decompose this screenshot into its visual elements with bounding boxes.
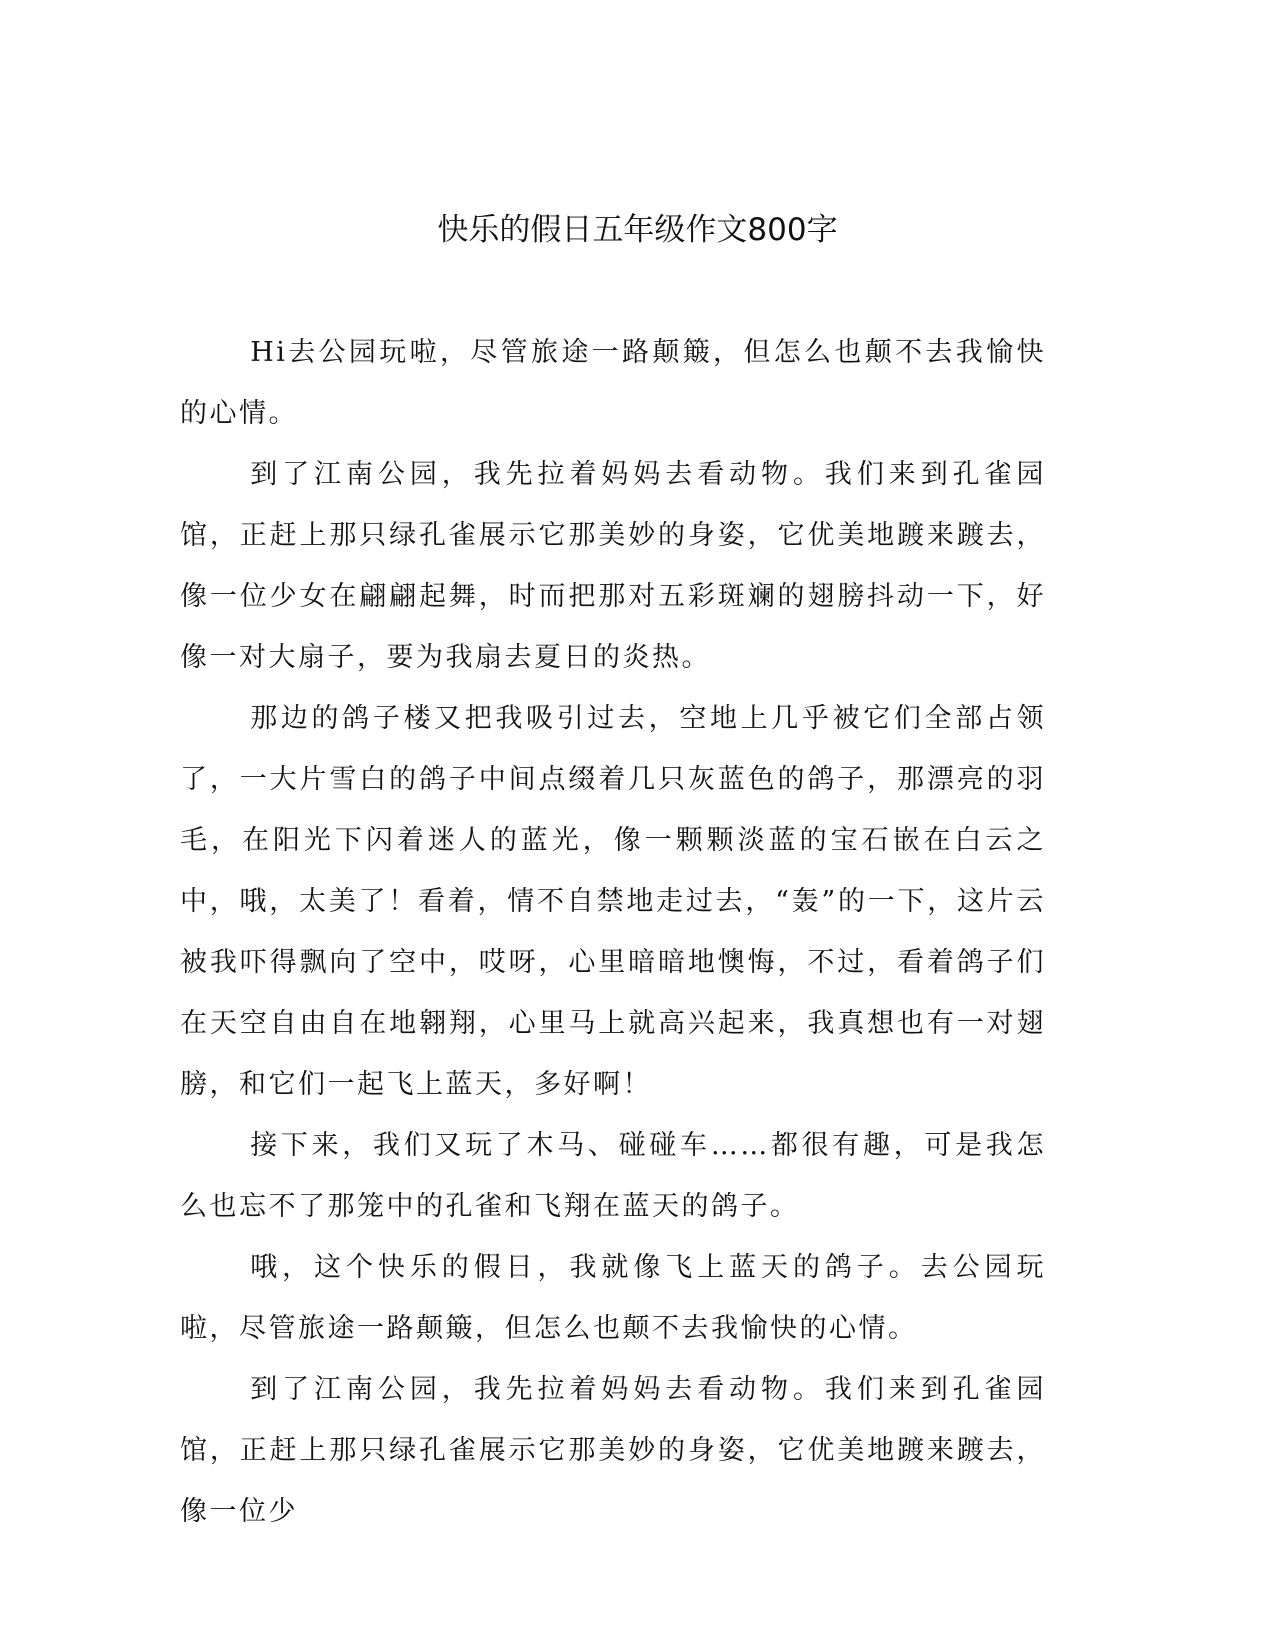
paragraph: 到了江南公园，我先拉着妈妈去看动物。我们来到孔雀园馆，正赶上那只绿孔雀展示它那美妙的身姿，它优美地踱来踱去，像一位少 [180, 1374, 1046, 1527]
paragraph: Hi去公园玩啦，尽管旅途一路颠簸，但怎么也颠不去我愉快的心情。 [180, 337, 1046, 429]
document-body [180, 322, 1046, 1542]
paragraph: 哦，这个快乐的假日，我就像飞上蓝天的鸽子。去公园玩啦，尽管旅途一路颠簸，但怎么也颠不去我愉快的心情。 [180, 1252, 1046, 1344]
paragraph: 到了江南公园，我先拉着妈妈去看动物。我们来到孔雀园馆，正赶上那只绿孔雀展示它那美妙的身姿，它优美地踱来踱去，像一位少女在翩翩起舞，时而把那对五彩斑斓的翅膀抖动一下，好像一对大扇子，要为我扇去夏日的炎热。 [180, 459, 1046, 673]
paragraph: 那边的鸽子楼又把我吸引过去，空地上几乎被它们全部占领了，一大片雪白的鸽子中间点缀着几只灰蓝色的鸽子，那漂亮的羽毛，在阳光下闪着迷人的蓝光，像一颗颗淡蓝的宝石嵌在白云之中，哦，太美了！看着，情不自禁地走过去，“轰”的一下，这片云被我吓得飘向了空中，哎呀，心里暗暗地懊悔，不过，看着鸽子们在天空自由自在地翱翔，心里马上就高兴起来，我真想也有一对翅膀，和它们一起飞上蓝天，多好啊！ [180, 703, 1046, 1100]
paragraph: 接下来，我们又玩了木马、碰碰车……都很有趣，可是我怎么也忘不了那笼中的孔雀和飞翔在蓝天的鸽子。 [180, 1130, 1046, 1222]
document-title: 快乐的假日五年级作文800字 [437, 212, 838, 248]
